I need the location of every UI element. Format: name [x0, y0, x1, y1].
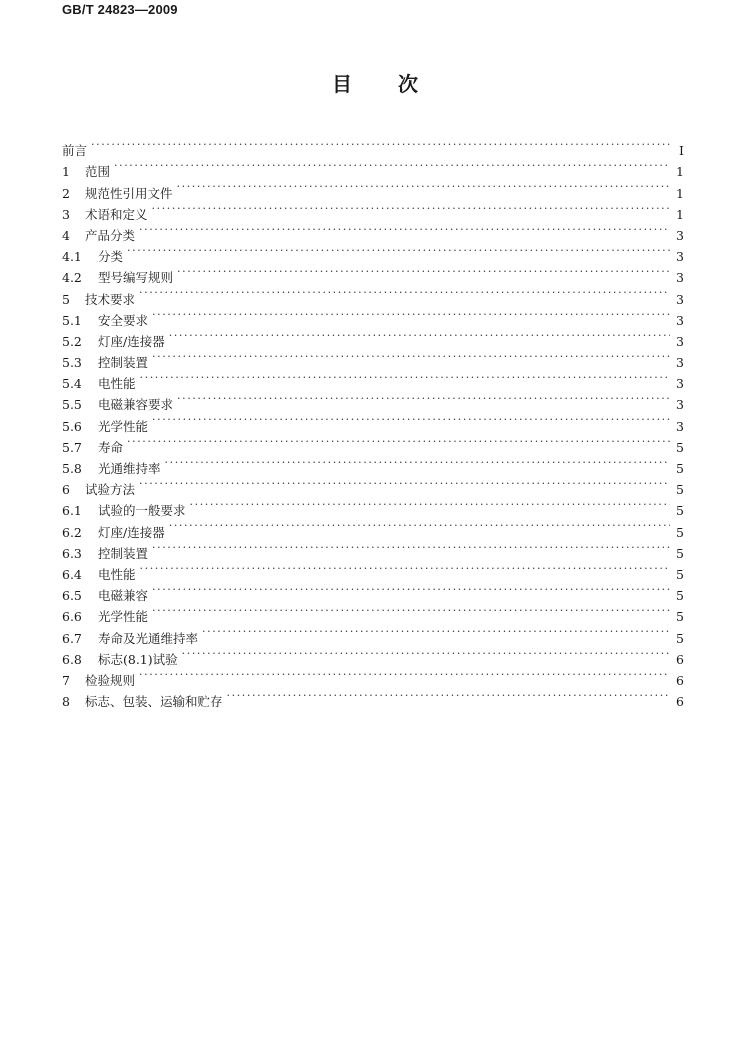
toc-entry[interactable] — [62, 452, 684, 476]
toc-entry-label: 光学性能 — [98, 609, 149, 625]
toc-entry-page: 3 — [676, 418, 684, 434]
toc-entry-label: 控制装置 — [98, 545, 149, 561]
toc-entry-number: 6.2 — [62, 524, 82, 540]
toc-entry-label: 标志(8.1)试验 — [98, 651, 178, 667]
toc-entry-number: 1 — [62, 164, 70, 180]
toc-entry-page: 5 — [676, 524, 684, 540]
toc-entry-label: 试验的一般要求 — [98, 503, 186, 519]
toc-entry-page: 5 — [676, 503, 684, 519]
toc-entry-label: 分类 — [98, 249, 124, 265]
toc-entry[interactable] — [62, 346, 684, 371]
toc-entry-label: 灯座/连接器 — [98, 524, 165, 540]
toc-dot-leader — [169, 325, 670, 346]
toc-entry-label: 光通维持率 — [98, 461, 161, 476]
toc-dot-leader — [139, 473, 670, 494]
toc-entry-page: 3 — [676, 397, 684, 413]
toc-entry[interactable] — [62, 325, 684, 349]
toc-entry[interactable] — [62, 685, 684, 710]
toc-entry-page: 5 — [676, 630, 684, 646]
toc-entry[interactable] — [62, 409, 684, 434]
toc-entry-label: 范围 — [85, 164, 111, 180]
toc-entry-number: 8 — [62, 694, 70, 710]
toc-entry-number: 2 — [62, 185, 70, 201]
toc-entry-label: 标志、包装、运输和贮存 — [85, 694, 223, 710]
toc-dot-leader — [177, 388, 670, 409]
toc-dot-leader — [152, 198, 670, 219]
toc-dot-leader — [152, 579, 670, 600]
toc-entry-label: 规范性引用文件 — [85, 185, 173, 201]
toc-entry[interactable] — [62, 282, 684, 307]
toc-entry-label: 前言 — [62, 143, 88, 159]
toc-entry-number: 6.8 — [62, 651, 82, 667]
toc-entry-label: 术语和定义 — [85, 206, 148, 222]
toc-entry-page: 3 — [676, 270, 684, 286]
toc-entry-label: 灯座/连接器 — [98, 333, 165, 349]
toc-entry[interactable] — [62, 494, 684, 519]
toc-dot-leader — [140, 367, 670, 388]
toc-entry-page: 1 — [676, 185, 684, 201]
toc-entry-label: 寿命 — [98, 439, 124, 455]
toc-dot-leader — [114, 155, 670, 176]
toc-dot-leader — [91, 134, 670, 155]
toc-entry[interactable] — [62, 388, 684, 413]
toc-entry-label: 产品分类 — [85, 227, 136, 243]
toc-entry-page: 3 — [676, 333, 684, 349]
toc-dot-leader — [140, 558, 670, 579]
toc-dot-leader — [169, 515, 670, 536]
toc-entry-page: 3 — [676, 312, 684, 328]
toc-dot-leader — [152, 537, 670, 558]
toc-entry-number: 5.1 — [62, 312, 82, 328]
toc-entry-page: 3 — [676, 249, 684, 265]
toc-entry[interactable] — [62, 558, 684, 582]
toc-entry[interactable] — [62, 473, 684, 498]
toc-entry-page: 3 — [676, 355, 684, 371]
toc-entry-label: 电性能 — [98, 376, 136, 392]
toc-entry[interactable] — [62, 367, 684, 392]
toc-entry-page: Ⅰ — [679, 143, 684, 159]
toc-entry[interactable] — [62, 219, 684, 243]
toc-entry[interactable] — [62, 304, 684, 328]
toc-dot-leader — [165, 452, 670, 473]
toc-entry-label: 寿命及光通维持率 — [98, 630, 199, 646]
toc-entry-label: 型号编写规则 — [98, 270, 174, 286]
toc-entry-number: 3 — [62, 206, 70, 222]
toc-entry[interactable] — [62, 134, 684, 159]
toc-entry-number: 4.2 — [62, 270, 82, 286]
toc-entry[interactable] — [62, 600, 684, 625]
toc-dot-leader — [152, 346, 670, 367]
toc-entry[interactable] — [62, 664, 684, 688]
toc-dot-leader — [139, 664, 670, 685]
toc-entry-number: 5.5 — [62, 397, 82, 413]
toc-entry-page: 3 — [676, 291, 684, 307]
toc-entry[interactable] — [62, 431, 684, 455]
toc-entry-number: 6.1 — [62, 503, 82, 519]
toc-dot-leader — [182, 643, 670, 664]
toc-dot-leader — [127, 240, 670, 261]
toc-dot-leader — [139, 219, 670, 240]
toc-dot-leader — [202, 621, 670, 642]
toc-entry-page: 1 — [676, 206, 684, 222]
toc-entry-page: 5 — [676, 461, 684, 476]
toc-dot-leader — [139, 282, 670, 303]
toc-entry-label: 电磁兼容 — [98, 588, 149, 604]
toc-entry-label: 技术要求 — [85, 291, 136, 307]
toc-entry-number: 5.8 — [62, 461, 82, 476]
toc-entry-label: 电性能 — [98, 566, 136, 582]
toc-dot-leader — [152, 600, 670, 621]
toc-entry-page: 3 — [676, 227, 684, 243]
toc-entry-number: 7 — [62, 672, 70, 688]
toc-entry-page: 5 — [676, 566, 684, 582]
toc-entry-page: 5 — [676, 545, 684, 561]
toc-entry-number: 4.1 — [62, 249, 82, 265]
toc-dot-leader — [177, 261, 670, 282]
toc-entry-number: 4 — [62, 227, 70, 243]
toc-entry-number: 5.4 — [62, 376, 82, 392]
toc-entry[interactable] — [62, 537, 684, 561]
toc-entry-label: 安全要求 — [98, 312, 149, 328]
toc-entry-number: 5.6 — [62, 418, 82, 434]
toc-title — [0, 68, 750, 97]
toc-entry-number: 6.4 — [62, 566, 82, 582]
toc-entry-number: 6.5 — [62, 588, 82, 604]
toc-dot-leader — [127, 431, 670, 452]
toc-entry-page: 6 — [676, 651, 684, 667]
toc-entry-number: 6.3 — [62, 545, 82, 561]
toc-entry[interactable] — [62, 176, 684, 201]
toc-entry[interactable] — [62, 198, 684, 222]
toc-entry-page: 5 — [676, 609, 684, 625]
toc-entry[interactable] — [62, 240, 684, 265]
toc-title-char-2: 次 — [398, 72, 418, 96]
toc-entry-page: 3 — [676, 376, 684, 392]
toc-entry-page: 5 — [676, 588, 684, 604]
toc-entry-number: 6.6 — [62, 609, 82, 625]
toc-dot-leader — [152, 304, 670, 325]
toc-entry-page: 6 — [676, 672, 684, 688]
toc-entry-number: 5 — [62, 291, 70, 307]
toc-entry-number: 6.7 — [62, 630, 82, 646]
toc-entry-label: 试验方法 — [85, 482, 136, 498]
toc-entry-label: 检验规则 — [85, 672, 136, 688]
toc-title-char-1: 目 — [332, 72, 352, 96]
table-of-contents — [62, 134, 684, 710]
toc-entry-page: 5 — [676, 439, 684, 455]
toc-entry-number: 5.3 — [62, 355, 82, 371]
toc-entry[interactable] — [62, 155, 684, 180]
toc-entry-number: 6 — [62, 482, 70, 498]
toc-dot-leader — [152, 409, 670, 430]
toc-entry-page: 1 — [676, 164, 684, 180]
toc-entry[interactable] — [62, 621, 684, 646]
toc-entry-label: 控制装置 — [98, 355, 149, 371]
toc-entry-number: 5.7 — [62, 439, 82, 455]
toc-entry-label: 光学性能 — [98, 418, 149, 434]
toc-dot-leader — [177, 176, 670, 197]
toc-entry-page: 5 — [676, 482, 684, 498]
toc-entry-page: 6 — [676, 694, 684, 710]
toc-entry[interactable] — [62, 261, 684, 286]
toc-entry-number: 5.2 — [62, 333, 82, 349]
toc-dot-leader — [227, 685, 670, 706]
toc-entry-label: 电磁兼容要求 — [98, 397, 174, 413]
standard-code: GB/T 24823—2009 — [62, 2, 178, 17]
toc-entry[interactable] — [62, 579, 684, 604]
toc-dot-leader — [190, 494, 670, 515]
